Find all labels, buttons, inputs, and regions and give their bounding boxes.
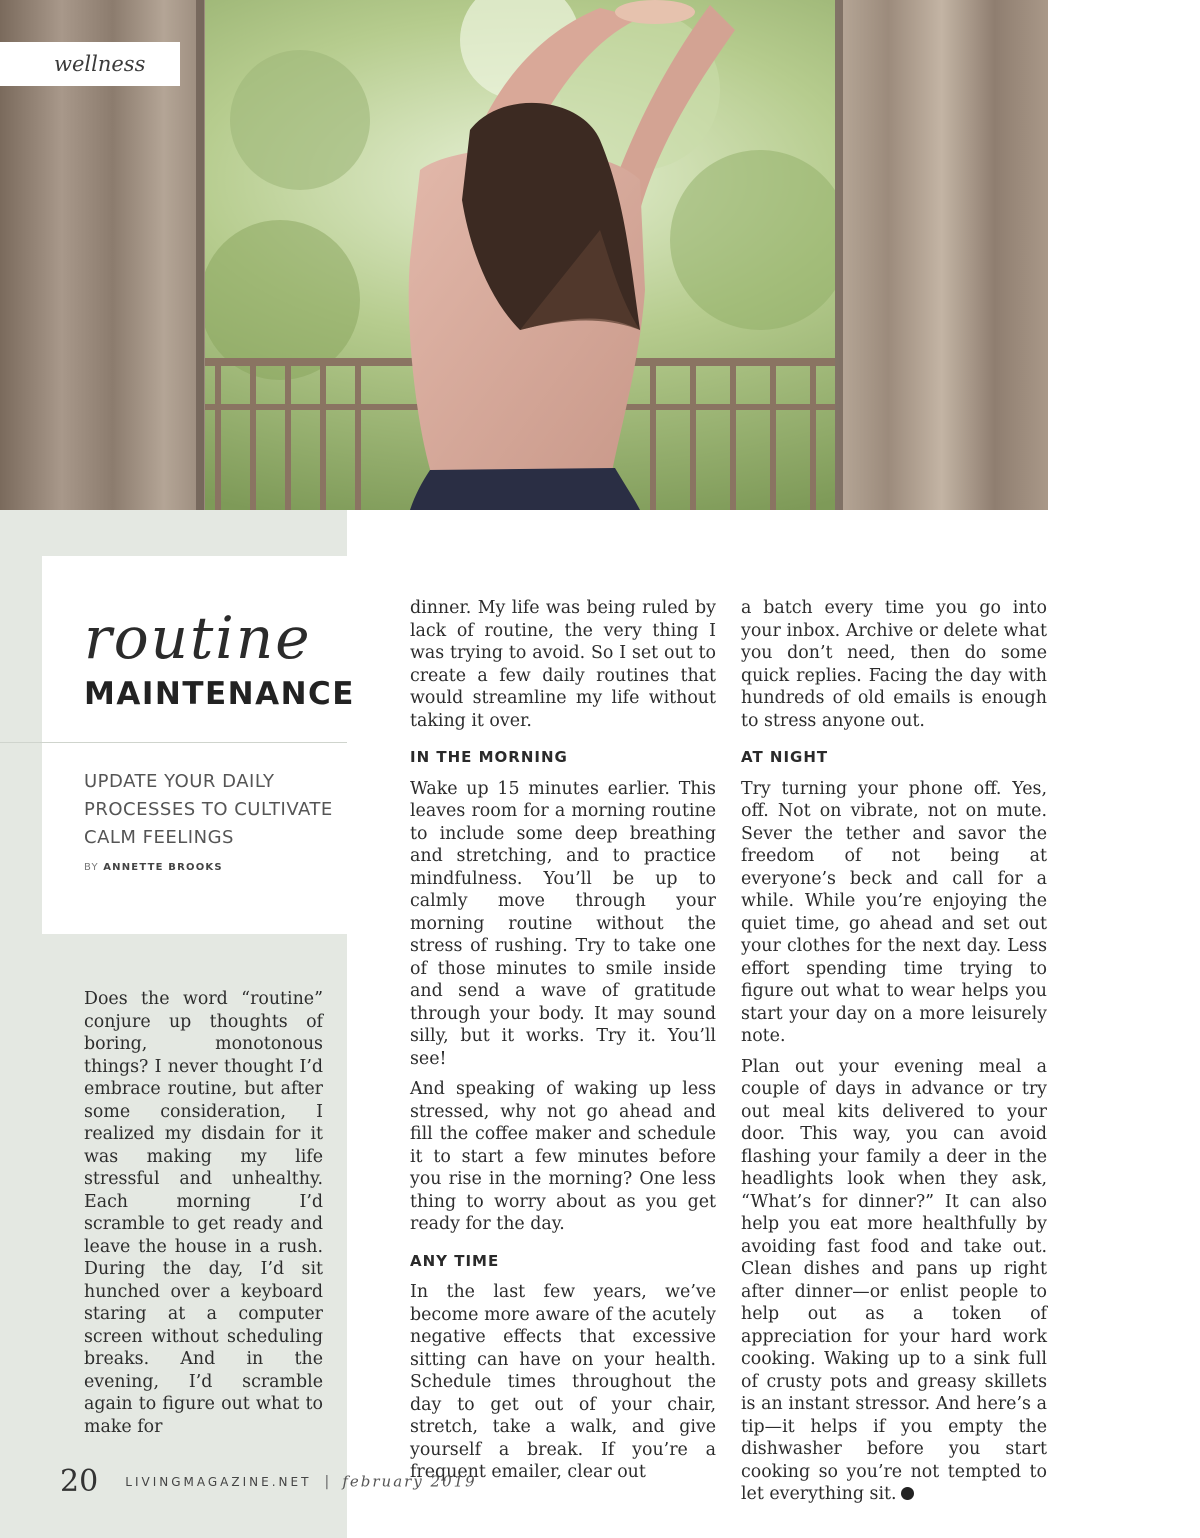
section-heading-morning: IN THE MORNING xyxy=(410,748,568,766)
final-paragraph-text: Plan out your evening meal a couple of days in advance or try out meal kits delivered to your door. This way, you can avoid flashing your family a deer in the headlights look when they ask, “What’s for dinner?” It can also help you eat more healthfully by avoiding fast food and take out. Clean dishes and pans up right after dinner—or enlist people to help out as a token of appreciation for your hard work cooking. Waking up to a sink full of crusty pots and greasy skillets is an instant stressor. And here’s a tip—it helps if you empty the dishwasher before you start cooking so you’re not tempted to let everything sit. xyxy=(741,1056,1047,1504)
body-paragraph: Does the word “routine” conjure up thoughts of boring, monotonous things? I never thought I’d embrace routine, but after some consideration, I realized my disdain for it was making my life stressful and unhealthy. Each morning I’d scramble to get ready and leave the house in a rush. During the day, I’d sit hunched over a keyboard staring at a computer screen without scheduling breaks. And in the evening, I’d scramble again to figure out what to make for xyxy=(84,989,323,1437)
deck-subtitle: UPDATE YOUR DAILY PROCESSES TO CULTIVATE CALM FEELINGS xyxy=(84,771,333,848)
section-heading-night: AT NIGHT xyxy=(741,748,829,766)
body-paragraph: a batch every time you go into your inbox. Archive or delete what you don’t need, then do some quick replies. Facing the day with hundreds of old emails is enough to stress anyone out. xyxy=(741,598,1047,731)
page-footer xyxy=(60,1464,477,1499)
headline-script: routine xyxy=(84,604,312,672)
title-divider xyxy=(0,742,347,743)
byline-author: ANNETTE BROOKS xyxy=(103,862,223,873)
article-column-3 xyxy=(741,597,1047,1514)
byline xyxy=(84,862,223,873)
section-heading-anytime: ANY TIME xyxy=(410,1251,500,1270)
article-column-1 xyxy=(84,988,323,1446)
footer-issue: february 2019 xyxy=(342,1472,477,1491)
headline-caps: MAINTENANCE xyxy=(84,676,355,712)
body-paragraph: Try turning your phone off. Yes, off. Not on vibrate, not on mute. Sever the tether and savor the freedom of not being at everyone’s beck and call for a while. While you’re enjoying the quiet time, go ahead and set out your clothes for the next day. Less effort spending time trying to figure out what to wear helps you start your day on a more leisurely note. xyxy=(741,778,1047,1046)
body-paragraph: In the last few years, we’ve become more aware of the acutely negative effects that excessive sitting can have on your health. Schedule times throughout the day to get out of your chair, stretch, take a walk, and give yourself a break. If you’re a frequent emailer, clear out xyxy=(410,1282,716,1482)
body-paragraph: Wake up 15 minutes earlier. This leaves room for a morning routine to include some deep breathing and stretching, and to practice mindfulness. You’ll be up to calmly move through your morning routine without the stress of rushing. Try to take one of those minutes to smile inside and send a wave of gratitude through your body. It may sound silly, but it works. Try it. You’ll see! xyxy=(410,778,716,1069)
footer-site: LIVINGMAGAZINE.NET xyxy=(125,1474,312,1489)
byline-prefix: BY xyxy=(84,862,99,873)
article-column-2 xyxy=(410,597,716,1492)
body-paragraph: And speaking of waking up less stressed, why not go ahead and fill the coffee maker and schedule it to start a few minutes before you rise in the morning? One less thing to worry about as you get ready for the day. xyxy=(410,1079,716,1234)
page-number: 20 xyxy=(60,1464,99,1499)
body-paragraph-final xyxy=(741,1056,1047,1506)
end-mark-icon xyxy=(901,1487,914,1500)
body-paragraph: dinner. My life was being ruled by lack of routine, the very thing I was trying to avoid. So I set out to create a few daily routines that would streamline my life without taking it over. xyxy=(410,598,716,731)
footer-separator: | xyxy=(324,1473,330,1490)
section-label: wellness xyxy=(0,42,180,86)
